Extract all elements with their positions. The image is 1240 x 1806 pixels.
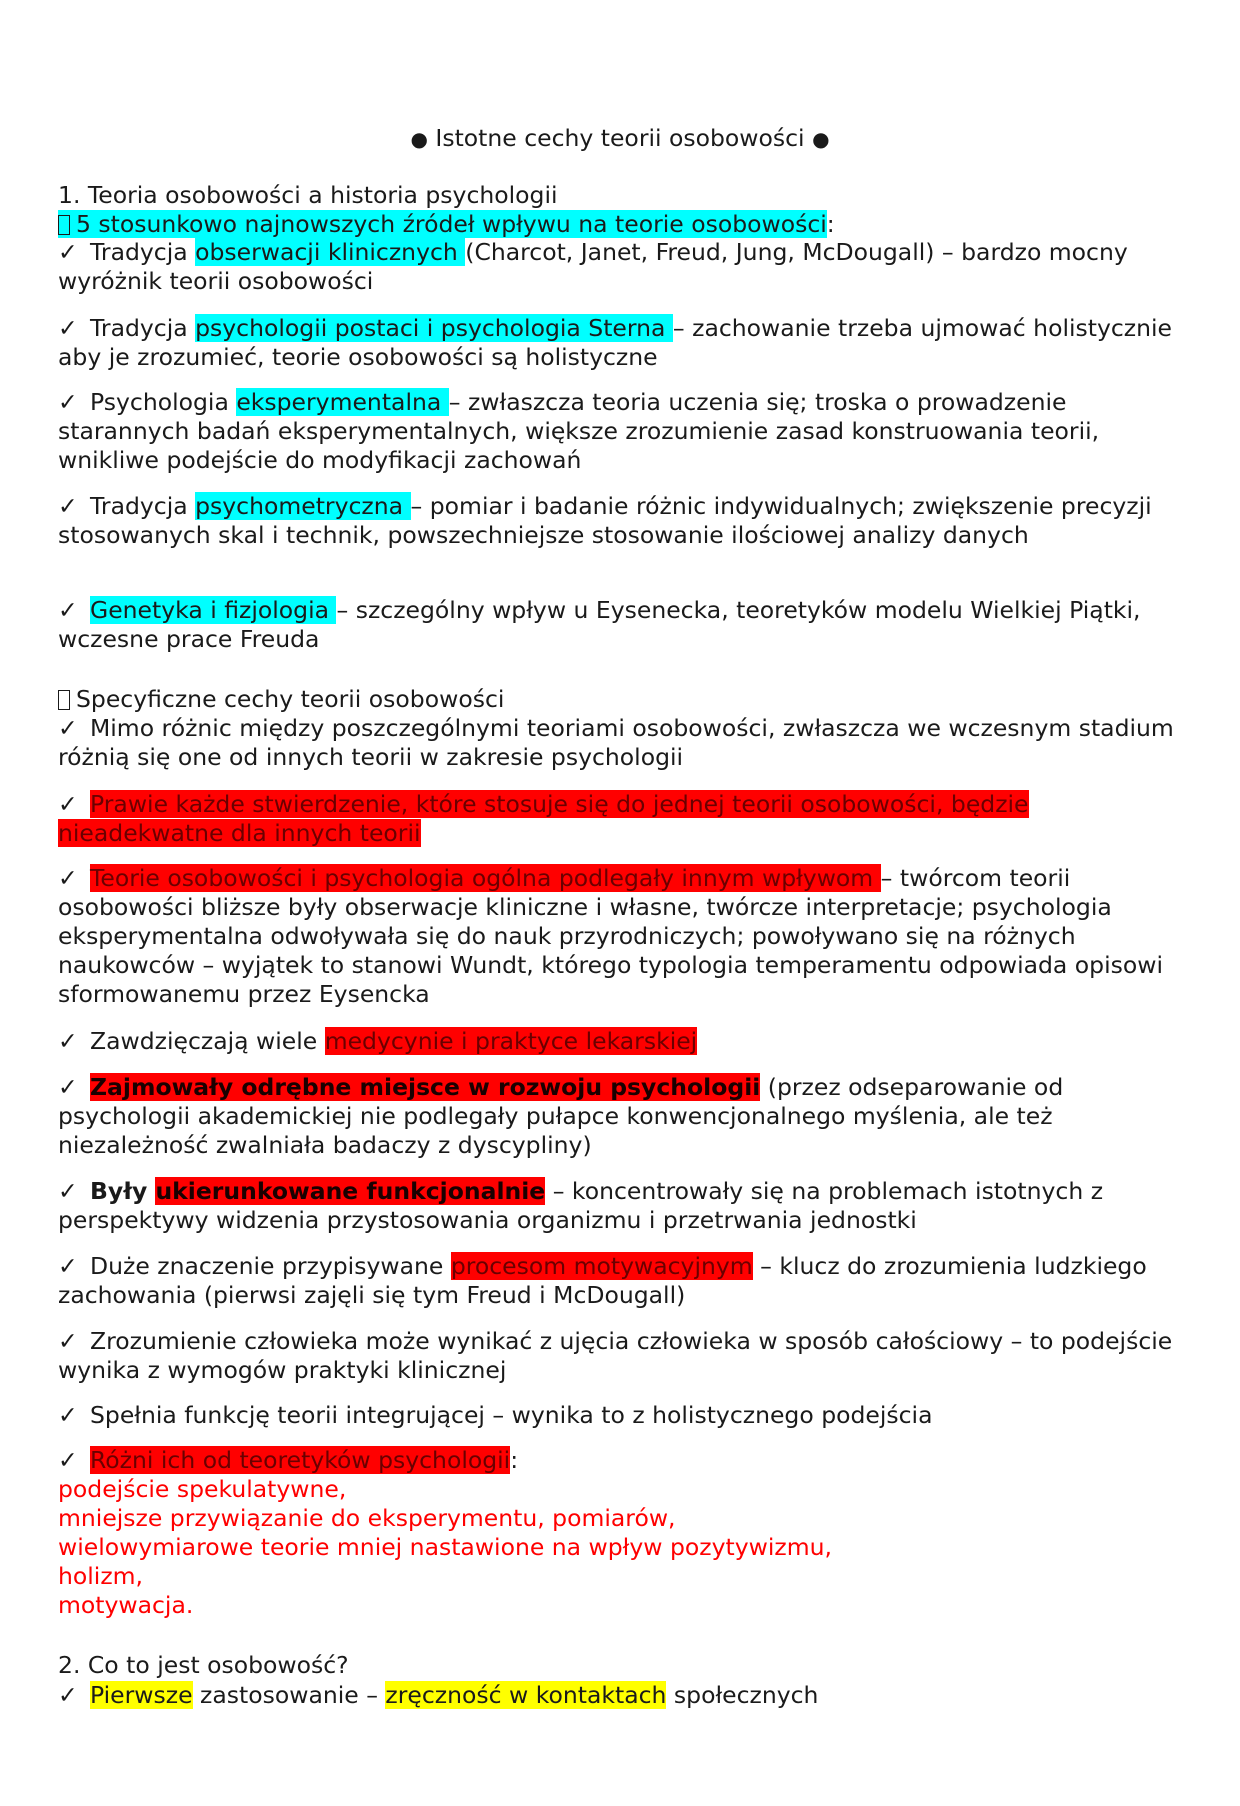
checkmark-icon: ✓ <box>58 388 78 416</box>
list-item: ✓ Spełnia funkcję teorii integrującej – wynika to z holistycznego podejścia <box>58 1401 933 1429</box>
list-item: ✓ Zawdzięczają wiele medycynie i praktyce lekarskiej <box>58 1027 698 1055</box>
checkmark-icon: ✓ <box>58 790 78 818</box>
list-item: ✓ Teorie osobowości i psychologia ogólna podlegały innym wpływom – twórcom teorii osobowości bliższe były obserwacje kliniczne i własne, twórcze interpretacje; psychologia eksperymentalna odwoływała się do nauk przyrodniczych; powoływano się na różnych naukowców – wyjątek to stanowi Wundt, którego typologia temperamentu odpowiada opisowi sformowanemu przez Eysencka <box>58 864 1163 1008</box>
list-item: ✓ Genetyka i fizjologia – szczególny wpływ u Eysenecka, teoretyków modelu Wielkiej Piątki, wczesne prace Freuda <box>58 596 1141 653</box>
list-item: ✓ Różni ich od teoretyków psychologii: <box>58 1446 519 1474</box>
list-item: ✓ Tradycja psychologii postaci i psychologia Sterna – zachowanie trzeba ujmować holistycznie aby je zrozumieć, teorie osobowości są holistyczne <box>58 314 1173 371</box>
checkmark-icon: ✓ <box>58 1681 78 1709</box>
sublist-item: mniejsze przywiązanie do eksperymentu, pomiarów, <box>58 1504 676 1532</box>
list-item: ✓ Psychologia eksperymentalna – zwłaszcza teoria uczenia się; troska o prowadzenie starannych badań eksperymentalnych, większe zrozumienie zasad konstruowania teorii, wnikliwe podejście do modyfikacji zachowań <box>58 388 1100 474</box>
list-item: ✓ Prawie każde stwierdzenie, które stosuje się do jednej teorii osobowości, będzie nieadekwatne dla innych teorii <box>58 790 1029 847</box>
bullet-icon: ● <box>812 127 830 151</box>
list-item: ✓ Duże znaczenie przypisywane procesom motywacyjnym – klucz do zrozumienia ludzkiego zachowania (pierwsi zajęli się tym Freud i McDougall) <box>58 1252 1147 1309</box>
checkmark-icon: ✓ <box>58 314 78 342</box>
list-item: ✓ Pierwsze zastosowanie – zręczność w kontaktach społecznych <box>58 1681 819 1709</box>
list-item: ✓ Tradycja obserwacji klinicznych (Charcot, Janet, Freud, Jung, McDougall) – bardzo mocny wyróżnik teorii osobowości <box>58 238 1128 295</box>
checkmark-icon: ✓ <box>58 1446 78 1474</box>
bullet-icon: ● <box>410 127 428 151</box>
checkmark-icon: ✓ <box>58 1073 78 1101</box>
checkmark-icon: ✓ <box>58 1401 78 1429</box>
list-item: ✓ Zajmowały odrębne miejsce w rozwoju psychologii (przez odseparowanie od psychologii akademickiej nie podlegały pułapce konwencjonalnego myślenia, ale też niezależność zwalniała badaczy z dyscypliny) <box>58 1073 1064 1159</box>
sublist-item: holizm, <box>58 1562 144 1590</box>
checkmark-icon: ✓ <box>58 1252 78 1280</box>
checkmark-icon: ✓ <box>58 492 78 520</box>
section2-heading: Specyficzne cechy teorii osobowości <box>58 685 1188 714</box>
sublist-item: wielowymiarowe teorie mniej nastawione na wpływ pozytywizmu, <box>58 1533 832 1561</box>
sources-heading: 5 stosunkowo najnowszych źródeł wpływu na teorie osobowości: <box>58 210 1188 239</box>
sublist <box>58 1475 1188 1620</box>
list-item: ✓ Tradycja psychometryczna – pomiar i badanie różnic indywidualnych; zwiększenie precyzji stosowanych skal i technik, powszechniejsze stosowanie ilościowej analizy danych <box>58 492 1152 549</box>
checkmark-icon: ✓ <box>58 1027 78 1055</box>
checkmark-icon: ✓ <box>58 714 78 742</box>
checkmark-icon: ✓ <box>58 1327 78 1355</box>
checkbox-icon <box>58 215 70 235</box>
list-item: ✓ Mimo różnic między poszczególnymi teoriami osobowości, zwłaszcza we wczesnym stadium różnią się one od innych teorii w zakresie psychologii <box>58 714 1174 771</box>
checkbox-icon <box>58 690 70 710</box>
list-item: ✓ Były ukierunkowane funkcjonalnie – koncentrowały się na problemach istotnych z perspektywy widzenia przystosowania organizmu i przetrwania jednostki <box>58 1177 1104 1234</box>
checkmark-icon: ✓ <box>58 238 78 266</box>
checkmark-icon: ✓ <box>58 596 78 624</box>
section3-heading: 2. Co to jest osobowość? <box>58 1651 349 1679</box>
page-title: ● Istotne cechy teorii osobowości ● <box>410 124 830 152</box>
sublist-item: podejście spekulatywne, <box>58 1475 347 1503</box>
list-item: ✓ Zrozumienie człowieka może wynikać z ujęcia człowieka w sposób całościowy – to podejście wynika z wymogów praktyki klinicznej <box>58 1327 1173 1384</box>
checkmark-icon: ✓ <box>58 864 78 892</box>
sublist-item: motywacja. <box>58 1591 194 1619</box>
section1-heading: 1. Teoria osobowości a historia psychologii <box>58 181 558 209</box>
checkmark-icon: ✓ <box>58 1177 78 1205</box>
